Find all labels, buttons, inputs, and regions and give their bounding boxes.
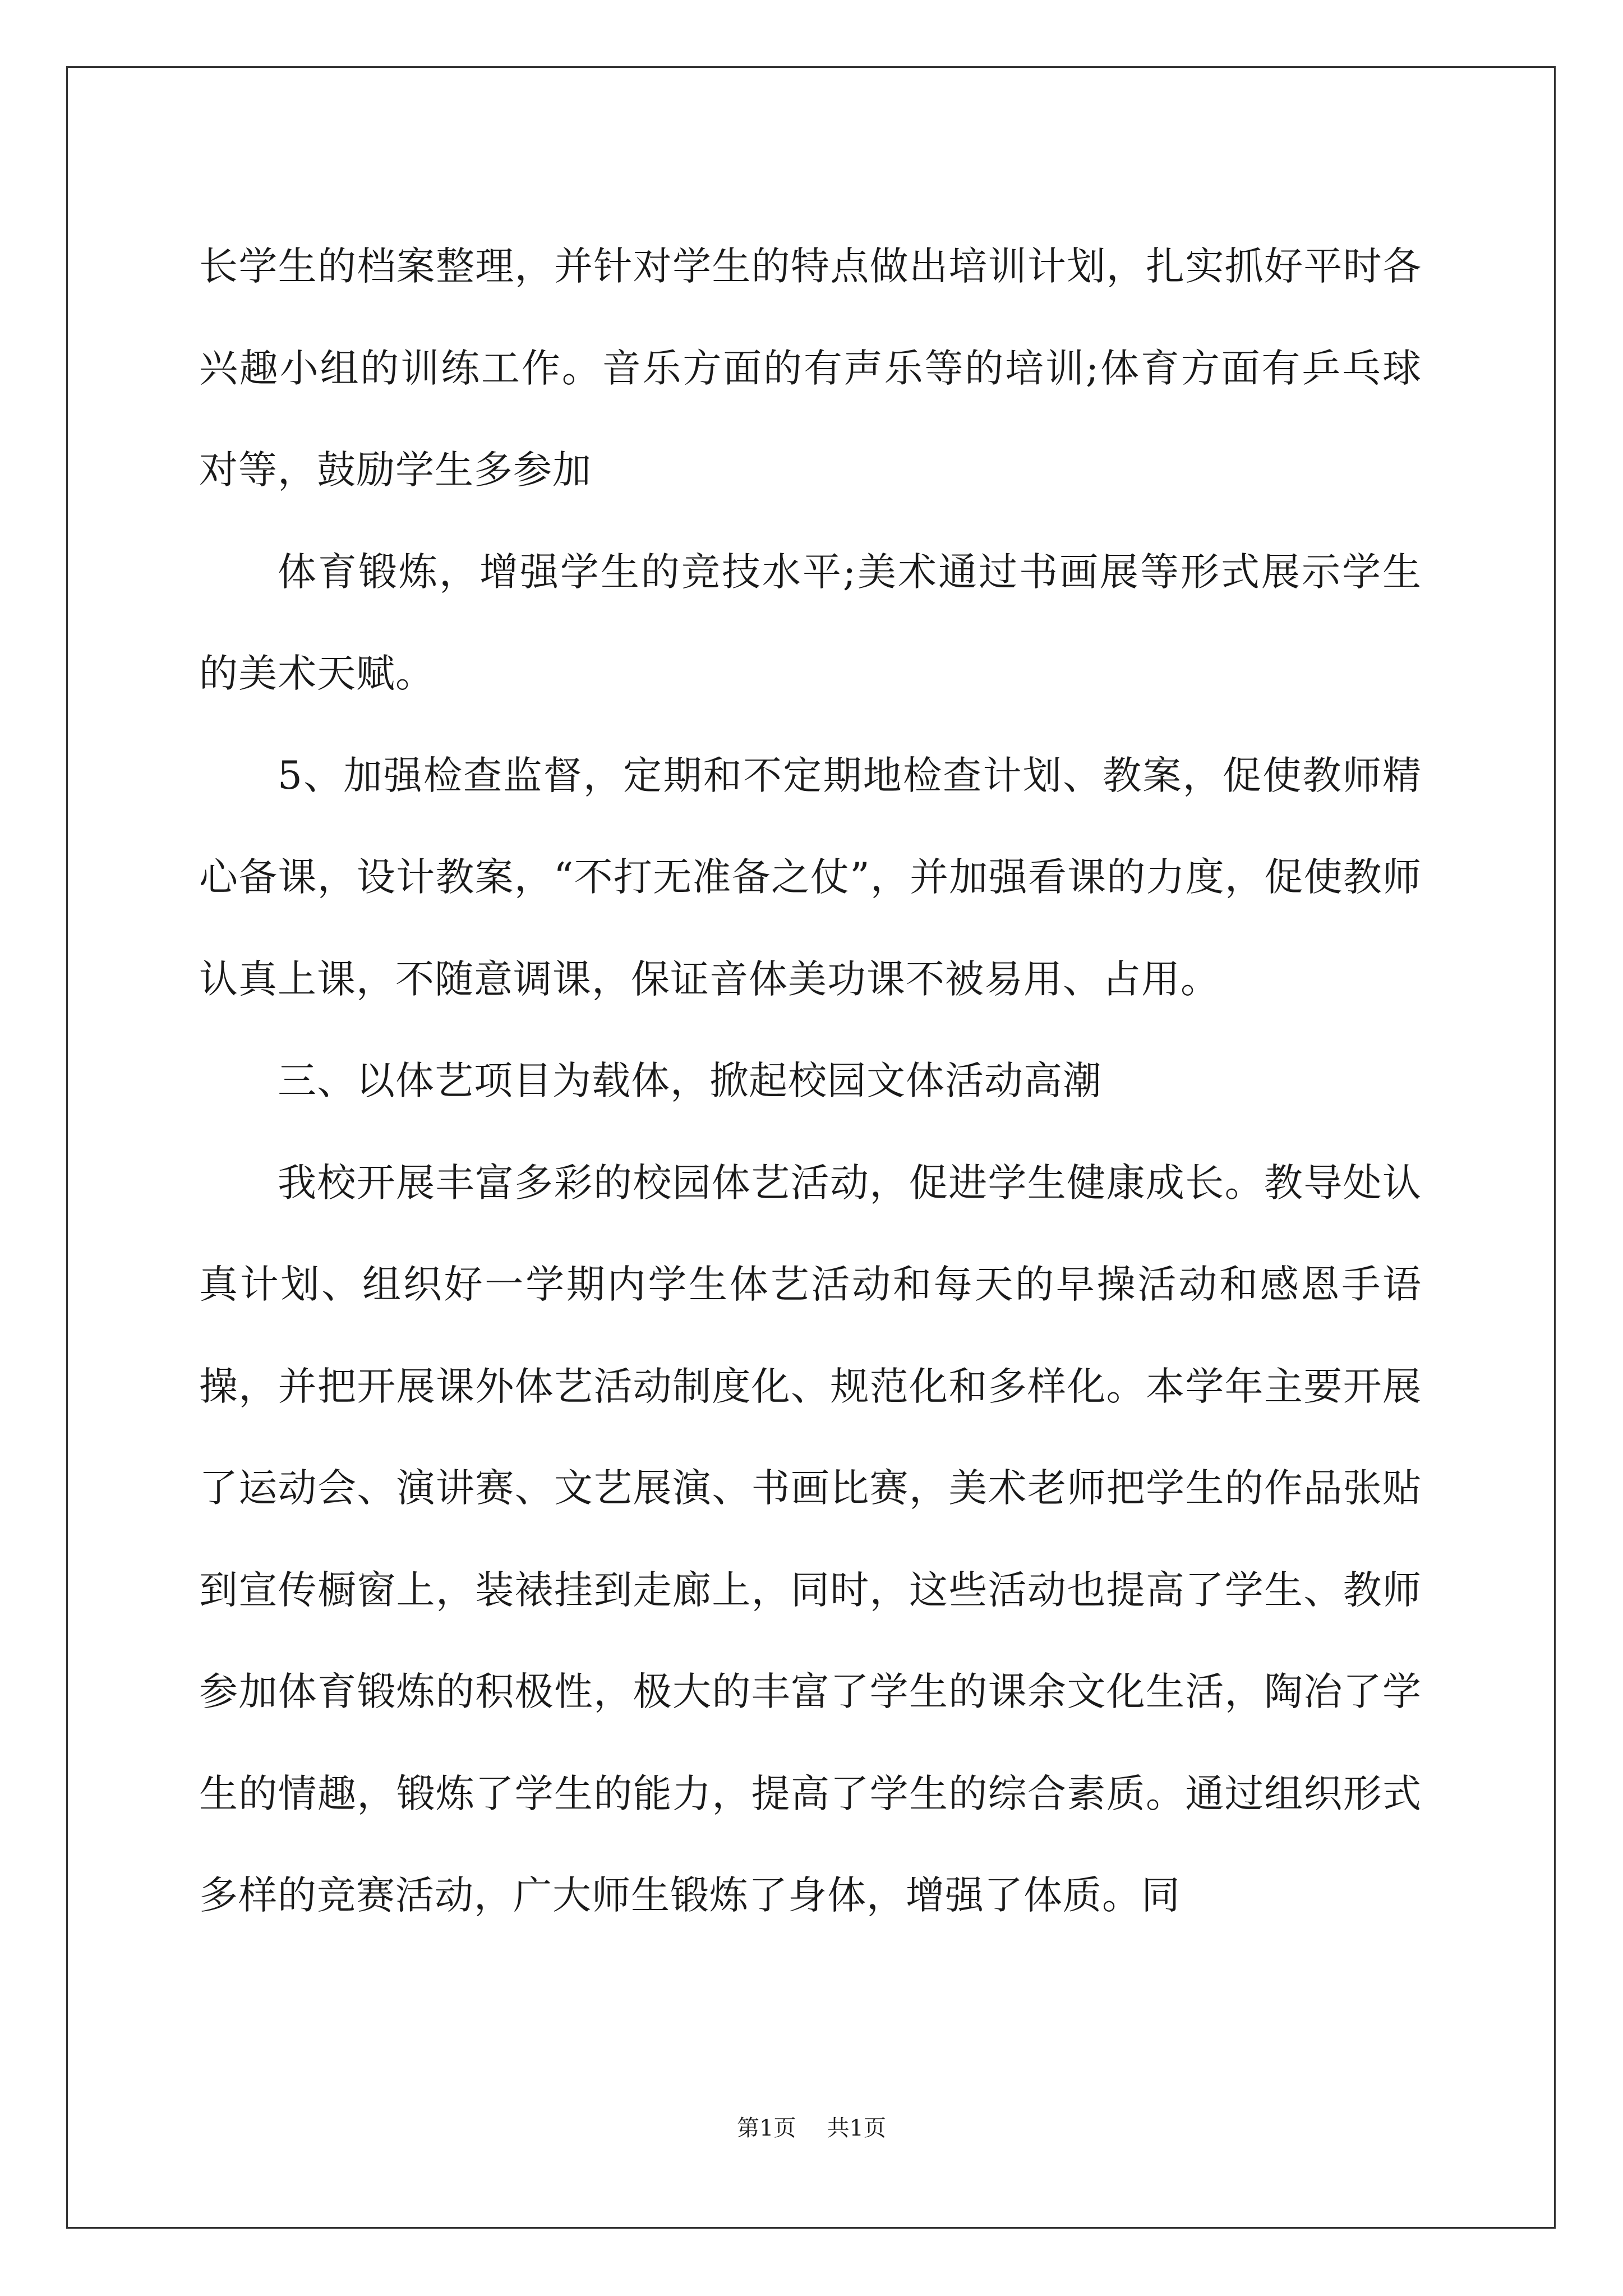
paragraph-1: 长学生的档案整理，并针对学生的特点做出培训计划，扎实抓好平时各兴趣小组的训练工作。音乐方面的有声乐等的培训;体育方面有乒乓球对等，鼓励学生多参加 bbox=[199, 244, 1422, 493]
paragraph-3: 5、加强检查监督，定期和不定期地检查计划、教案，促使教师精心备课，设计教案，“不打无准备之仗”，并加强看课的力度，促使教师认真上课，不随意调课，保证音体美功课不被易用、占用。 bbox=[199, 753, 1422, 1002]
page-total: 共1页 bbox=[827, 2115, 886, 2141]
section-heading: 三、以体艺项目为载体，掀起校园文体活动高潮 bbox=[278, 1059, 1102, 1103]
page-number: 第1页 bbox=[737, 2115, 796, 2141]
paragraph-4: 我校开展丰富多彩的校园体艺活动，促进学生健康成长。教导处认真计划、组织好一学期内学生体艺活动和每天的早操活动和感恩手语操，并把开展课外体艺活动制度化、规范化和多样化。本学年主要开展了运动会、演讲赛、文艺展演、书画比赛，美术老师把学生的作品张贴到宣传橱窗上，装裱挂到走廊上，同时，这些活动也提高了学生、教师参加体育锻炼的积极性，极大的丰富了学生的课余文化生活，陶冶了学生的情趣，锻炼了学生的能力，提高了学生的综合素质。通过组织形式多样的竞赛活动，广大师生锻炼了身体，增强了体质。同 bbox=[199, 1160, 1422, 1918]
page-footer bbox=[0, 2110, 1623, 2142]
paragraph-2: 体育锻炼，增强学生的竞技水平;美术通过书画展等形式展示学生的美术天赋。 bbox=[199, 549, 1422, 696]
document-body bbox=[199, 216, 1422, 1947]
